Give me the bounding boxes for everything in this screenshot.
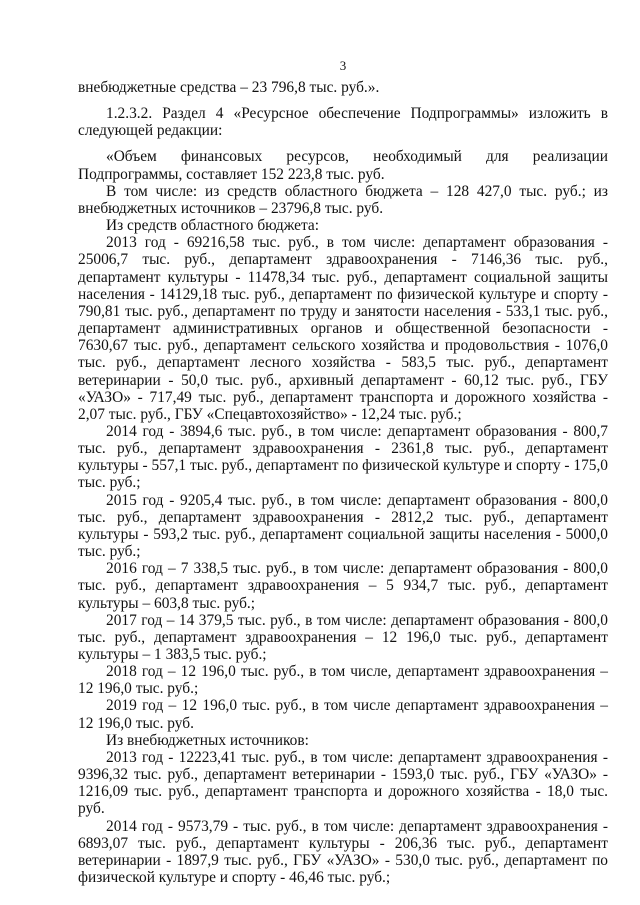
- paragraph-section-clause: 1.2.3.2. Раздел 4 «Ресурсное обеспечение Подпрограммы» изложить в следующей редакции:: [78, 105, 608, 140]
- paragraph-extrabudget-2014: 2014 год - 9573,79 - тыс. руб., в том числе: департамент здравоохранения - 6893,07 тыс. руб., департамент культуры - 206,36 тыс. руб., департамент ветеринарии - 1897,9 тыс. руб., ГБУ «УАЗО» - 530,0 тыс. руб., департамент по физической культуре и спорту - 46,46 тыс. руб.;: [78, 817, 608, 887]
- paragraph-regional-2019: 2019 год – 12 196,0 тыс. руб., в том числе департамент здравоохранения – 12 196,0 тыс. руб.: [78, 697, 608, 732]
- paragraph-extrabudget-2013: 2013 год - 12223,41 тыс. руб., в том числе: департамент здравоохранения - 9396,32 тыс. руб., департамент ветеринарии - 1593,0 тыс. руб., ГБУ «УАЗО» - 1216,09 тыс. руб., департамент транспорта и дорожного хозяйства - 18,0 тыс. руб.: [78, 748, 608, 818]
- paragraph-total-volume: «Объем финансовых ресурсов, необходимый для реализации Подпрограммы, составляет 152 223,8 тыс. руб.: [78, 148, 608, 183]
- document-body: [78, 79, 608, 886]
- heading-regional-budget: Из средств областного бюджета:: [106, 217, 319, 235]
- heading-extrabudget-sources: Из внебюджетных источников:: [106, 731, 309, 749]
- paragraph-extrabudget-total: внебюджетные средства – 23 796,8 тыс. руб.».: [78, 79, 380, 96]
- paragraph-regional-2016: 2016 год – 7 338,5 тыс. руб., в том числе: департамент образования - 800,0 тыс. руб., департамент здравоохранения – 5 934,7 тыс. руб., департамент культуры – 603,8 тыс. руб.;: [78, 560, 608, 612]
- paragraph-regional-2017: 2017 год – 14 379,5 тыс. руб., в том числе: департамент образования - 800,0 тыс. руб., департамент здравоохранения – 12 196,0 тыс. руб., департамент культуры – 1 383,5 тыс. руб.;: [78, 611, 608, 663]
- document-page: [78, 0, 608, 905]
- paragraph-regional-2015: 2015 год - 9205,4 тыс. руб., в том числе: департамент образования - 800,0 тыс. руб., департамент здравоохранения - 2812,2 тыс. руб., департамент культуры - 593,2 тыс. руб., департамент социальной защиты населения - 5000,0 тыс. руб.;: [78, 491, 608, 561]
- paragraph-regional-2013: 2013 год - 69216,58 тыс. руб., в том числе: департамент образования - 25006,7 тыс. руб., департамент здравоохранения - 7146,36 тыс. руб., департамент культуры - 11478,34 тыс. руб., департамент социальной защиты населения - 14129,18 тыс. руб., департамент по физической культуре и спорту - 790,81 тыс. руб., департамент по труду и занятости населения - 533,1 тыс. руб., департамент административных органов и общественной безопасности - 7630,67 тыс. руб., департамент сельского хозяйства и продовольствия - 1076,0 тыс. руб., департамент лесного хозяйства - 583,5 тыс. руб., департамент ветеринарии - 50,0 тыс. руб., архивный департамент - 60,12 тыс. руб., ГБУ «УАЗО» - 717,49 тыс. руб., департамент транспорта и дорожного хозяйства - 2,07 тыс. руб., ГБУ «Спецавтохозяйство» - 12,24 тыс. руб.;: [78, 234, 608, 423]
- paragraph-regional-2014: 2014 год - 3894,6 тыс. руб., в том числе: департамент образования - 800,7 тыс. руб., департамент здравоохранения - 2361,8 тыс. руб., департамент культуры - 557,1 тыс. руб., департамент по физической культуре и спорту - 175,0 тыс. руб.;: [78, 422, 608, 492]
- page-number: 3: [339, 58, 347, 73]
- paragraph-regional-2018: 2018 год – 12 196,0 тыс. руб., в том числе, департамент здравоохранения – 12 196,0 тыс. руб.;: [78, 663, 608, 698]
- paragraph-sources-split: В том числе: из средств областного бюджета – 128 427,0 тыс. руб.; из внебюджетных источников – 23796,8 тыс. руб.: [78, 182, 608, 217]
